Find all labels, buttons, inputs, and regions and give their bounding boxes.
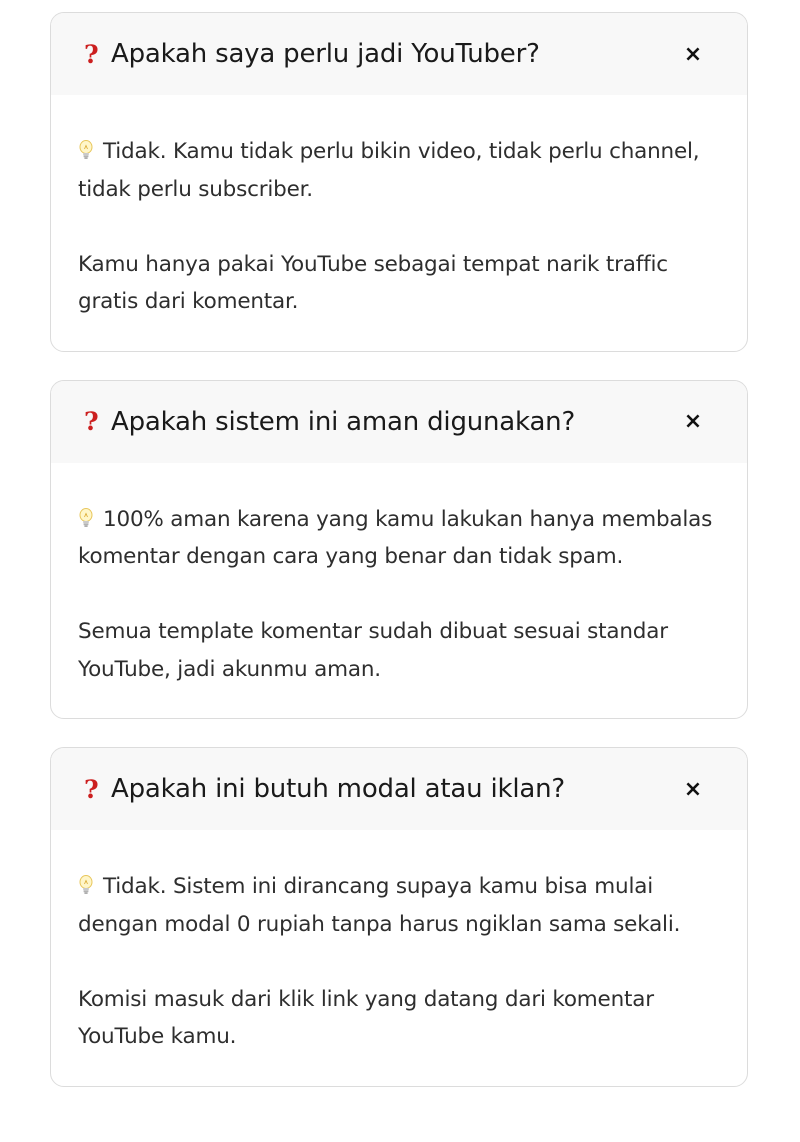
faq-answer-paragraph: [78, 501, 727, 576]
faq-answer: [51, 95, 747, 351]
question-mark-icon: ?: [84, 407, 99, 436]
lightbulb-icon: [78, 140, 94, 160]
faq-item: [50, 380, 748, 720]
faq-list: [50, 12, 748, 1115]
close-icon[interactable]: ×: [683, 409, 703, 434]
faq-answer-paragraph: Semua template komentar sudah dibuat sesuai standar YouTube, jadi akunmu aman.: [78, 619, 668, 682]
faq-answer-text: Tidak. Sistem ini dirancang supaya kamu bisa mulai dengan modal 0 rupiah tanpa harus ngiklan sama sekali.: [78, 874, 681, 937]
faq-answer: [51, 830, 747, 1086]
faq-question-header[interactable]: [51, 13, 747, 95]
faq-answer-paragraph: [78, 868, 727, 943]
faq-question[interactable]: Apakah ini butuh modal atau iklan?: [111, 774, 565, 804]
lightbulb-icon: [78, 875, 94, 895]
faq-answer-text: 100% aman karena yang kamu lakukan hanya membalas komentar dengan cara yang benar dan tidak spam.: [78, 506, 713, 569]
faq-question-header[interactable]: [51, 748, 747, 830]
faq-question[interactable]: Apakah sistem ini aman digunakan?: [111, 406, 576, 437]
faq-item: [50, 12, 748, 352]
faq-answer: [51, 463, 747, 719]
faq-answer-text: Tidak. Kamu tidak perlu bikin video, tidak perlu channel, tidak perlu subscriber.: [78, 139, 700, 202]
question-mark-icon: ?: [84, 774, 99, 804]
faq-answer-paragraph: [78, 133, 727, 208]
faq-answer-paragraph: Komisi masuk dari klik link yang datang dari komentar YouTube kamu.: [78, 986, 654, 1049]
question-mark-icon: ?: [84, 39, 99, 69]
lightbulb-icon: [78, 508, 94, 528]
faq-question[interactable]: Apakah saya perlu jadi YouTuber?: [111, 39, 540, 69]
close-icon[interactable]: ×: [683, 41, 703, 67]
faq-answer-paragraph: Kamu hanya pakai YouTube sebagai tempat narik traffic gratis dari komentar.: [78, 251, 668, 314]
faq-question-header[interactable]: [51, 381, 747, 463]
faq-item: [50, 747, 748, 1087]
close-icon[interactable]: ×: [683, 776, 703, 802]
